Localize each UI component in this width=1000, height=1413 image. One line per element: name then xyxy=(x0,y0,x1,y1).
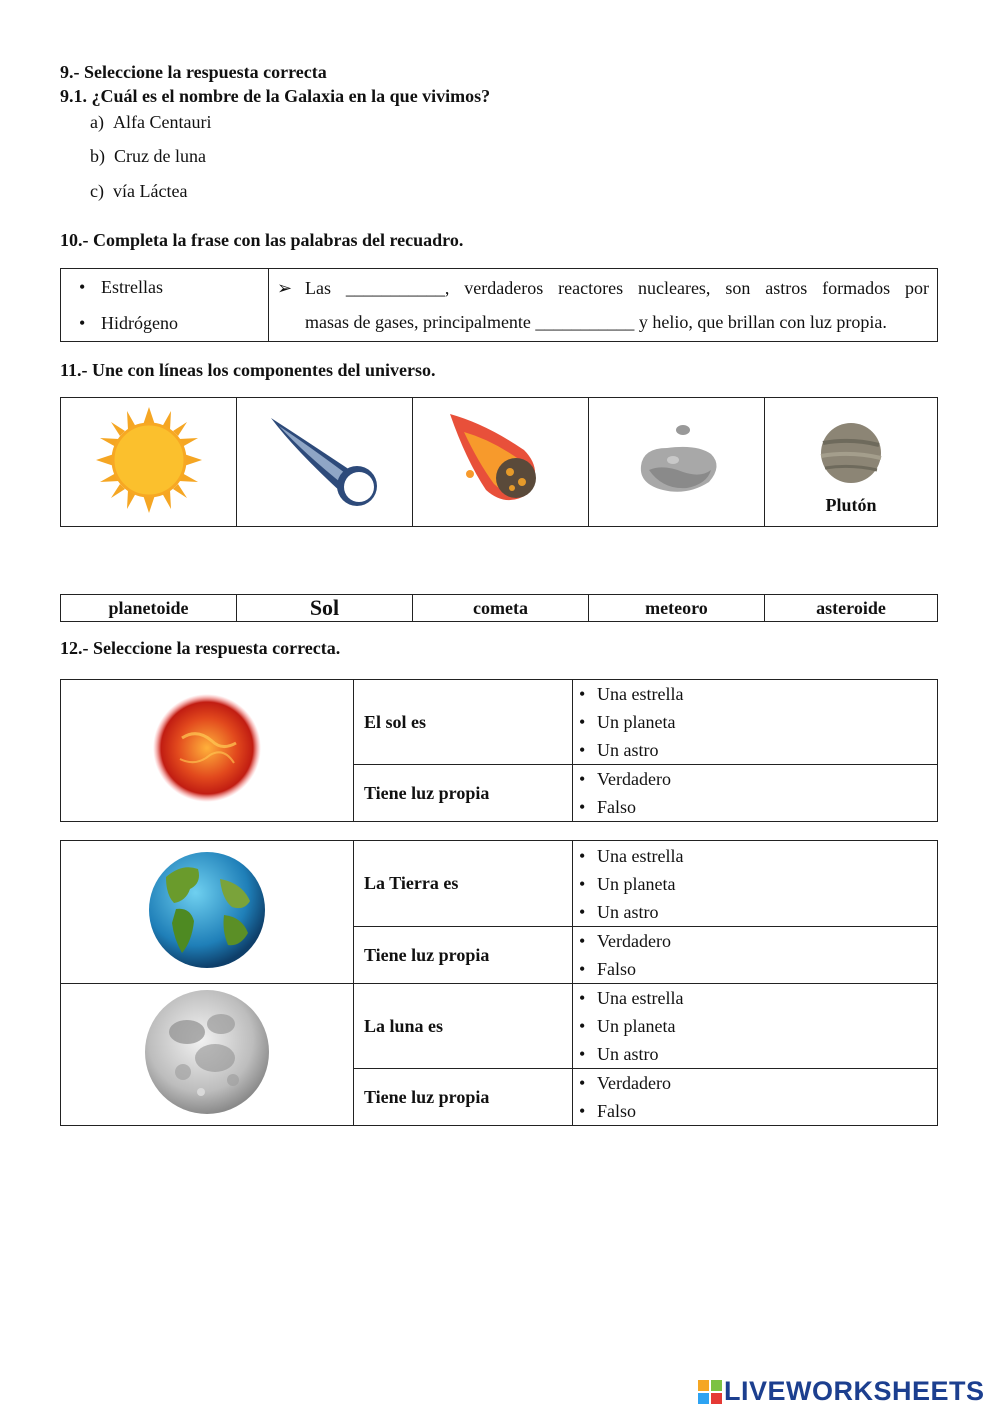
q12-moon-o2-false[interactable]: • Falso xyxy=(579,1097,937,1125)
pluto-icon xyxy=(816,418,886,488)
q12-moon-q2: Tiene luz propia xyxy=(354,1069,573,1126)
q11-title: 11.- Une con líneas los componentes del universo. xyxy=(60,360,436,380)
q12-sun-o1-planet[interactable]: • Un planeta xyxy=(579,708,937,736)
q9-option-c[interactable]: c) vía Láctea xyxy=(90,181,188,201)
q10-word-box xyxy=(60,268,938,342)
q10-sentence-line2: masas de gases, principalmente ___________ y helio, que brillan con luz propia. xyxy=(305,312,887,332)
q12-earth-o1-planet[interactable]: • Un planeta xyxy=(579,870,937,898)
earth-icon xyxy=(146,849,268,971)
red-sun-icon xyxy=(152,693,262,803)
q11-image-row xyxy=(60,397,938,527)
sun-icon xyxy=(94,405,204,515)
q12-moon-o2-true[interactable]: • Verdadero xyxy=(579,1069,937,1097)
q12-moon-o1-planet[interactable]: • Un planeta xyxy=(579,1012,937,1040)
q12-sun-image-cell xyxy=(61,680,354,822)
q12-earth-o1-cell xyxy=(573,841,938,927)
q10-sentence xyxy=(269,269,938,342)
q12-sun-o2-true[interactable]: • Verdadero xyxy=(579,765,937,793)
q12-sun-table xyxy=(60,679,938,822)
q11-name-asteroide[interactable]: asteroide xyxy=(765,595,938,622)
moon-icon xyxy=(143,988,271,1116)
asteroid-icon xyxy=(627,420,727,500)
q12-moon-q1: La luna es xyxy=(354,984,573,1069)
q12-sun-q1: El sol es xyxy=(354,680,573,765)
q12-earth-o2-false[interactable]: • Falso xyxy=(579,955,937,983)
q12-sun-o1-astro[interactable]: • Un astro xyxy=(579,736,937,764)
pluto-caption: Plutón xyxy=(825,495,877,515)
q12-moon-o1-star[interactable]: • Una estrella xyxy=(579,984,937,1012)
liveworksheets-logo-text: LIVEWORKSHEETS xyxy=(724,1376,985,1406)
liveworksheets-logo[interactable] xyxy=(698,1376,985,1407)
q12-earth-o1-astro[interactable]: • Un astro xyxy=(579,898,937,926)
q12-earth-q2: Tiene luz propia xyxy=(354,927,573,984)
q12-title: 12.- Seleccione la respuesta correcta. xyxy=(60,638,341,658)
q10-word-1[interactable]: • Estrellas xyxy=(79,277,163,297)
q9-subtitle: 9.1. ¿Cuál es el nombre de la Galaxia en la que vivimos? xyxy=(60,86,491,106)
q12-earth-o1-star[interactable]: • Una estrella xyxy=(579,842,937,870)
q12-sun-o2-cell xyxy=(573,765,938,822)
q11-meteor-cell[interactable] xyxy=(413,398,589,527)
meteor-icon xyxy=(446,410,556,510)
q10-word-2[interactable]: • Hidrógeno xyxy=(79,313,178,333)
q12-sun-o1-star[interactable]: • Una estrella xyxy=(579,680,937,708)
q10-sentence-line1: Las ___________, verdaderos reactores nucleares, son astros formados por xyxy=(305,278,929,298)
q11-name-meteoro[interactable]: meteoro xyxy=(589,595,765,622)
q12-moon-o1-astro[interactable]: • Un astro xyxy=(579,1040,937,1068)
q11-asteroid-cell[interactable] xyxy=(589,398,765,527)
q11-name-cometa[interactable]: cometa xyxy=(413,595,589,622)
liveworksheets-logo-icon xyxy=(698,1380,722,1404)
q12-earth-image-cell xyxy=(61,841,354,984)
q12-earth-o2-cell xyxy=(573,927,938,984)
q9-option-a[interactable]: a) Alfa Centauri xyxy=(90,112,212,132)
q11-name-planetoide[interactable]: planetoide xyxy=(61,595,237,622)
comet-icon xyxy=(265,410,385,510)
q12-earth-q1: La Tierra es xyxy=(354,841,573,927)
q11-sun-cell[interactable] xyxy=(61,398,237,527)
q11-comet-cell[interactable] xyxy=(237,398,413,527)
q10-title: 10.- Completa la frase con las palabras del recuadro. xyxy=(60,230,464,250)
q11-pluto-cell[interactable] xyxy=(765,398,938,527)
q12-moon-image-cell xyxy=(61,984,354,1126)
q11-names-row xyxy=(60,594,938,622)
q10-word-list xyxy=(61,269,269,342)
q9-option-b[interactable]: b) Cruz de luna xyxy=(90,146,206,166)
q11-name-sol[interactable]: Sol xyxy=(237,595,413,622)
q12-moon-o1-cell xyxy=(573,984,938,1069)
q12-sun-o1-cell xyxy=(573,680,938,765)
q12-sun-q2: Tiene luz propia xyxy=(354,765,573,822)
q12-earth-moon-table xyxy=(60,840,938,1126)
arrow-bullet-icon: ➢ xyxy=(277,278,293,298)
q12-earth-o2-true[interactable]: • Verdadero xyxy=(579,927,937,955)
q12-moon-o2-cell xyxy=(573,1069,938,1126)
q9-title: 9.- Seleccione la respuesta correcta xyxy=(60,62,327,82)
q12-sun-o2-false[interactable]: • Falso xyxy=(579,793,937,821)
